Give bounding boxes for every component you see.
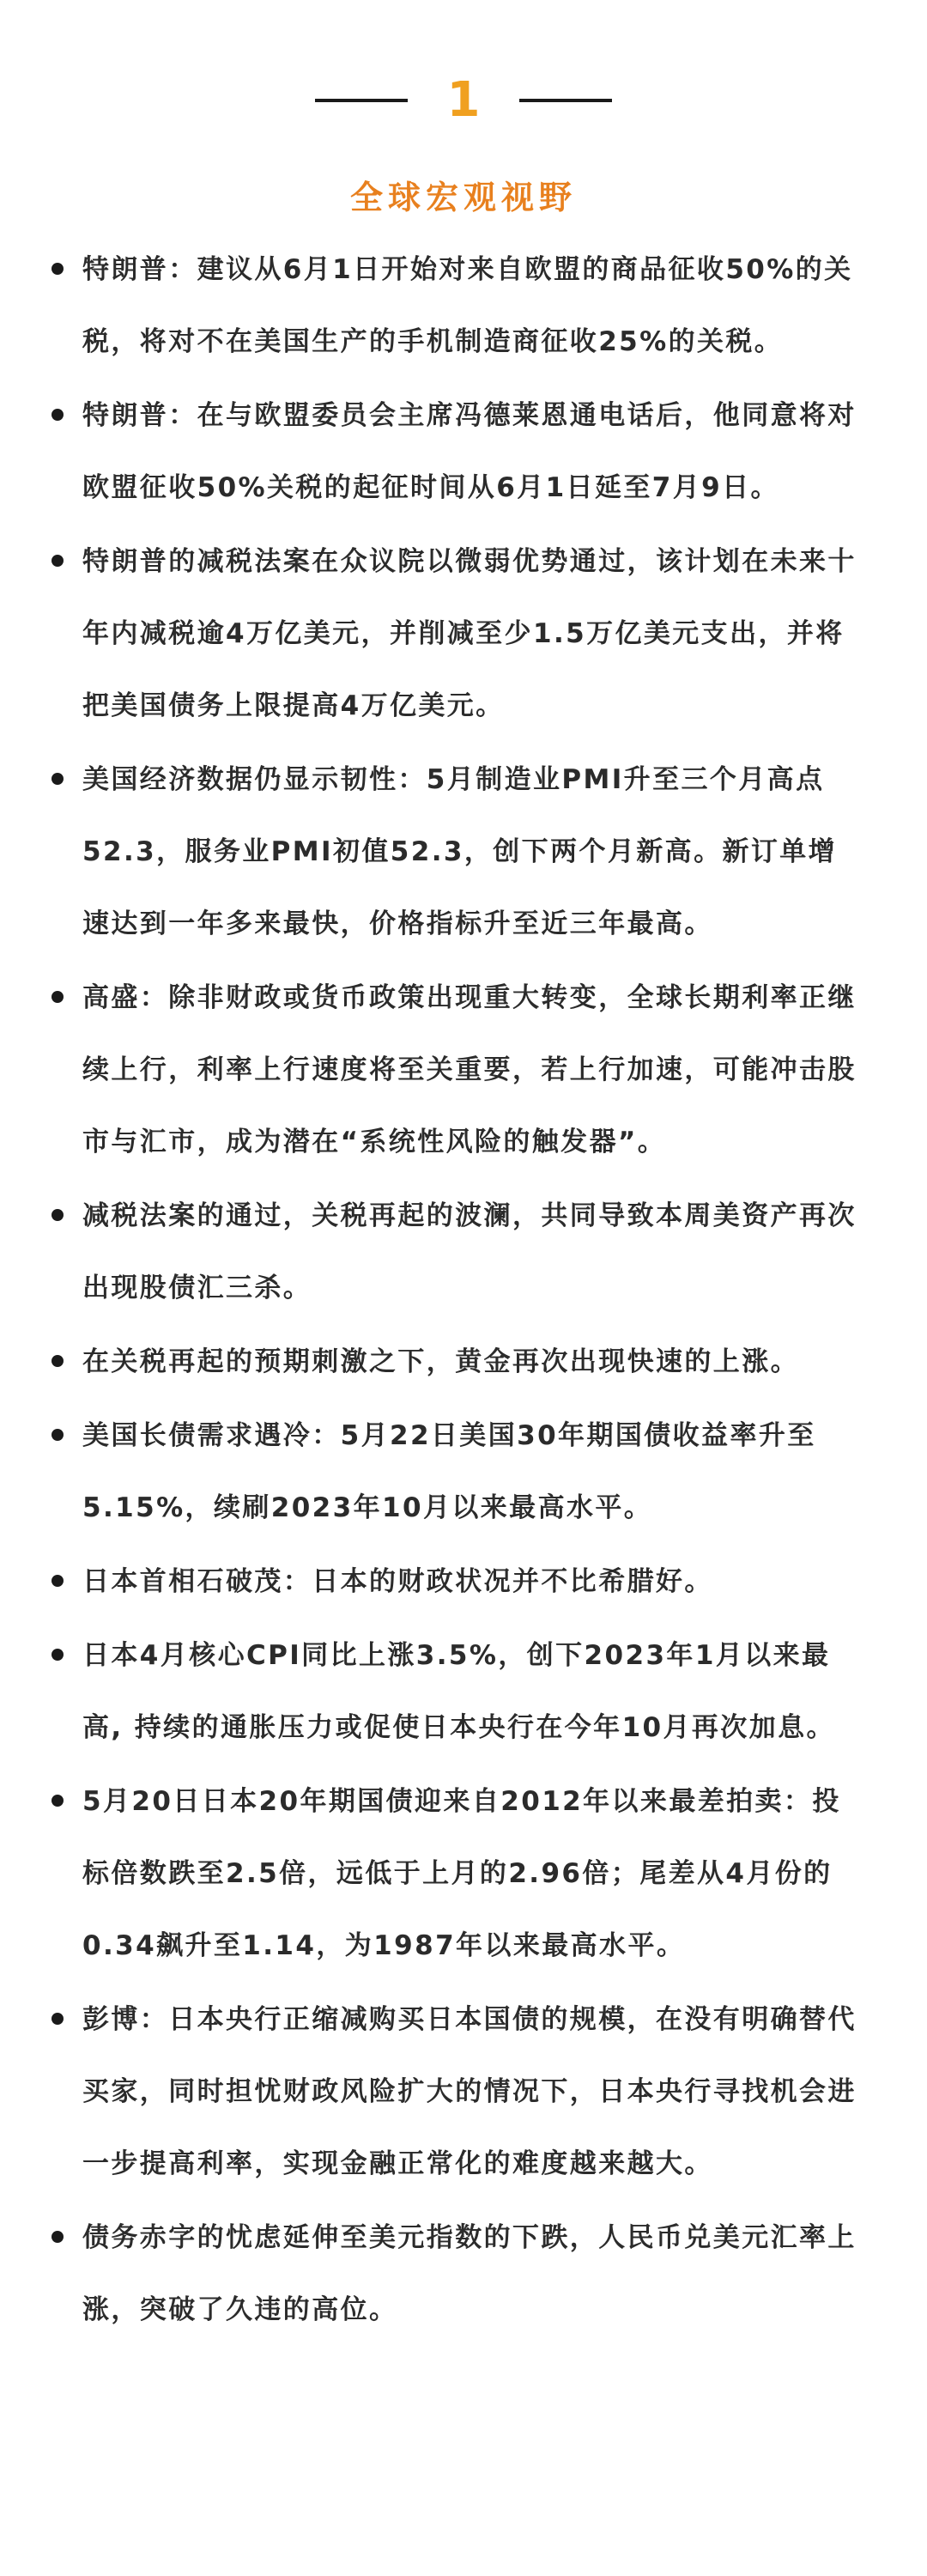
bullet-text: 日本4月核心CPI同比上涨3.5%，创下2023年1月以来最高, 持续的通胀压力或促使日本央行在今年10月再次加息。	[82, 1640, 835, 1743]
bullet-dot-icon	[52, 555, 64, 567]
bullet-item	[50, 962, 862, 1178]
bullet-dot-icon	[52, 409, 64, 421]
bullet-text: 美国长债需求遇冷：5月22日美国30年期国债收益率升至5.15%，续刷2023年10月以来最高水平。	[82, 1420, 816, 1523]
bullet-item	[50, 1400, 862, 1544]
section-title: 全球宏观视野	[349, 179, 577, 216]
bullet-text: 在关税再起的预期刺激之下，黄金再次出现快速的上涨。	[82, 1346, 799, 1377]
bullet-list	[0, 234, 927, 2346]
bullet-dot-icon	[52, 1209, 64, 1221]
bullet-item	[50, 2202, 862, 2346]
bullet-dot-icon	[52, 1575, 64, 1587]
bullet-text: 特朗普的减税法案在众议院以微弱优势通过，该计划在未来十年内减税逾4万亿美元，并削减至少1.5万亿美元支出，并将把美国债务上限提高4万亿美元。	[82, 546, 857, 721]
bullet-text: 特朗普：在与欧盟委员会主席冯德莱恩通电话后，他同意将对欧盟征收50%关税的起征时间从6月1日延至7月9日。	[82, 400, 857, 503]
bullet-text: 特朗普：建议从6月1日开始对来自欧盟的商品征收50%的关税，将对不在美国生产的手机制造商征收25%的关税。	[82, 254, 853, 357]
bullet-text: 5月20日日本20年期国债迎来自2012年以来最差拍卖：投标倍数跌至2.5倍，远低于上月的2.96倍；尾差从4月份的0.34飙升至1.14，为1987年以来最高水平。	[82, 1786, 841, 1961]
bullet-item	[50, 1984, 862, 2200]
bullet-dot-icon	[52, 773, 64, 785]
bullet-item	[50, 234, 862, 378]
bullet-text: 高盛：除非财政或货币政策出现重大转变，全球长期利率正继续上行，利率上行速度将至关重要，若上行加速，可能冲击股市与汇市，成为潜在“系统性风险的触发器”。	[82, 982, 857, 1157]
section-header	[0, 62, 927, 139]
bullet-item	[50, 526, 862, 742]
bullet-item	[50, 380, 862, 524]
bullet-dot-icon	[52, 1429, 64, 1441]
bullet-dot-icon	[52, 1795, 64, 1807]
bullet-text: 减税法案的通过，关税再起的波澜，共同导致本周美资产再次出现股债汇三杀。	[82, 1200, 857, 1303]
bullet-dot-icon	[52, 1355, 64, 1367]
bullet-text: 美国经济数据仍显示韧性：5月制造业PMI升至三个月高点52.3，服务业PMI初值52.3，创下两个月新高。新订单增速达到一年多来最快，价格指标升至近三年最高。	[82, 764, 838, 939]
bullet-dot-icon	[52, 991, 64, 1003]
header-rule-right	[519, 99, 612, 102]
bullet-item	[50, 1326, 862, 1398]
bullet-item	[50, 1765, 862, 1982]
bullet-dot-icon	[52, 2231, 64, 2243]
bullet-item	[50, 1180, 862, 1324]
bullet-item	[50, 744, 862, 960]
bullet-dot-icon	[52, 2013, 64, 2025]
bullet-dot-icon	[52, 1649, 64, 1661]
section-number: 1	[446, 72, 481, 128]
header-rule-left	[315, 99, 408, 102]
bullet-item	[50, 1619, 862, 1764]
bullet-item	[50, 1546, 862, 1618]
bullet-dot-icon	[52, 263, 64, 275]
bullet-text: 日本首相石破茂：日本的财政状况并不比希腊好。	[82, 1566, 713, 1597]
bullet-text: 债务赤字的忧虑延伸至美元指数的下跌，人民币兑美元汇率上涨，突破了久违的高位。	[82, 2222, 857, 2325]
bullet-text: 彭博：日本央行正缩减购买日本国债的规模，在没有明确替代买家，同时担忧财政风险扩大的情况下，日本央行寻找机会进一步提高利率，实现金融正常化的难度越来越大。	[82, 2004, 857, 2179]
